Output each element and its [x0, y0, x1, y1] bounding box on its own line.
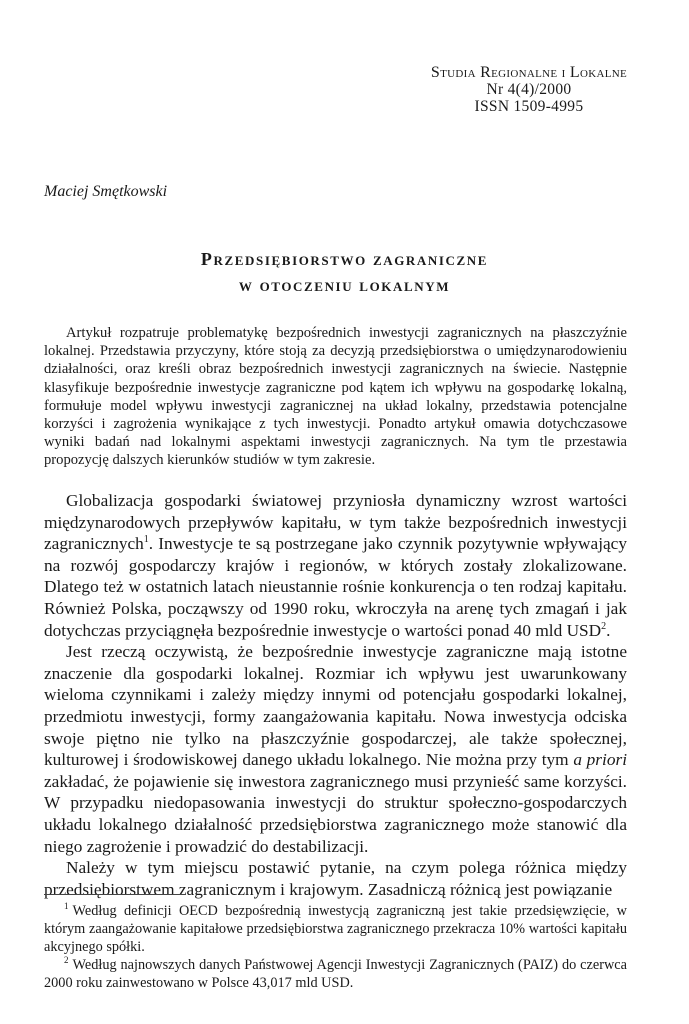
journal-name: Studia Regionalne i Lokalne	[430, 64, 627, 81]
p2-text-a: Jest rzeczą oczywistą, że bezpośrednie inwestycje zagraniczne mają istotne znaczenie dla gospodarki lokalnej. Rozmiar ich wpływu jest uwarunkowany wieloma czynnikami i zależy między innymi od potencjału gospodarki lokalnej, przedmiotu inwestycji, formy zaangażowania kapitału. Nowa inwestycja odciska swoje piętno nie tylko na płaszczyźnie gospodarczej, ale także społecznej, kulturowej i środowiskowej danego układu lokalnego. Nie można przy tym	[44, 642, 627, 770]
title-line-1: Przedsiębiorstwo zagraniczne	[200, 249, 489, 269]
footnote-ref-1[interactable]: 1	[143, 534, 149, 546]
p2-italic: a priori	[573, 750, 628, 770]
footnote-2-number: 2	[64, 955, 69, 966]
footnote-divider	[44, 894, 186, 895]
footnote-ref-2[interactable]: 2	[601, 620, 607, 632]
footnotes	[44, 902, 627, 992]
journal-issn: ISSN 1509-4995	[474, 98, 584, 115]
abstract	[44, 324, 627, 470]
p1-text-a: Globalizacja gospodarki światowej przyniosła dynamiczny wzrost wartości międzynarodowych przepływów kapitału, w tym także bezpośrednich inwestycji zagranicznych	[44, 491, 627, 554]
footnote-1-number: 1	[64, 901, 69, 912]
body-text	[44, 490, 627, 900]
footnote-1-text: Według definicji OECD bezpośrednią inwestycją zagraniczną jest takie przedsięwzięcie, w którym zaangażowanie kapitałowe przedsiębiorstwa zagranicznego przekracza 10% wartości kapitału akcyjnego spółki.	[44, 903, 627, 955]
journal-issue: Nr 4(4)/2000	[486, 81, 572, 98]
body-paragraph-3: Należy w tym miejscu postawić pytanie, na czym polega różnica między przedsiębiorstwem zagranicznym i krajowym. Zasadniczą różnicą jest powiązanie	[44, 858, 627, 899]
p1-text-c: .	[606, 620, 611, 640]
author-name: Maciej Smętkowski	[44, 183, 168, 200]
footnote-2-text: Według najnowszych danych Państwowej Agencji Inwestycji Zagranicznych (PAIZ) do czerwca 2000 roku zainwestowano w Polsce 43,017 mld USD.	[44, 957, 627, 991]
abstract-text: Artykuł rozpatruje problematykę bezpośrednich inwestycji zagranicznych na płaszczyźnie lokalnej. Przedstawia przyczyny, które stoją za decyzją przedsiębiorstwa o umiędzynarodowieniu działalności, oraz kreśli obraz bezpośrednich inwestycji zagranicznych na świecie. Następnie klasyfikuje bezpośrednie inwestycje zagraniczne pod kątem ich wpływu na gospodarkę lokalną, formułuje model wpływu inwestycji zagranicznej na układ lokalny, przedstawia potencjalne korzyści i zagrożenia wynikające z tych inwestycji. Ponadto artykuł omawia dotychczasowe wyniki badań nad lokalnymi aspektami inwestycji zagranicznych. Na tym tle przestawia propozycję dalszych kierunków studiów w tym zakresie.	[44, 325, 627, 469]
article-title	[0, 246, 689, 298]
p1-text-b: . Inwestycje te są postrzegane jako czynnik pozytywnie wpływający na rozwój gospodarczy krajów i regionów, w których zostały zlokalizowane. Dlatego też w ostatnich latach nieustannie rośnie konkurencja o ten rodzaj kapitału. Również Polska, począwszy od 1990 roku, wkroczyła na arenę tych zmagań i jak dotychczas przyciągnęła bezpośrednie inwestycje o wartości ponad 40 mld USD	[44, 534, 627, 640]
body-paragraph-2	[44, 641, 627, 857]
p2-text-b: zakładać, że pojawienie się inwestora zagranicznego musi przynieść same korzyści. W przypadku niedopasowania inwestycji do struktur społeczno-gospodarczych układu lokalnego działalność przedsiębiorstwa zagranicznego może stanowić dla niego zagrożenie i prowadzić do destabilizacji.	[44, 771, 627, 856]
title-line-2: w otoczeniu lokalnym	[238, 275, 451, 295]
footnote-2	[44, 956, 627, 992]
body-paragraph-1	[44, 490, 627, 641]
journal-header	[431, 64, 627, 115]
footnote-1	[44, 902, 627, 956]
